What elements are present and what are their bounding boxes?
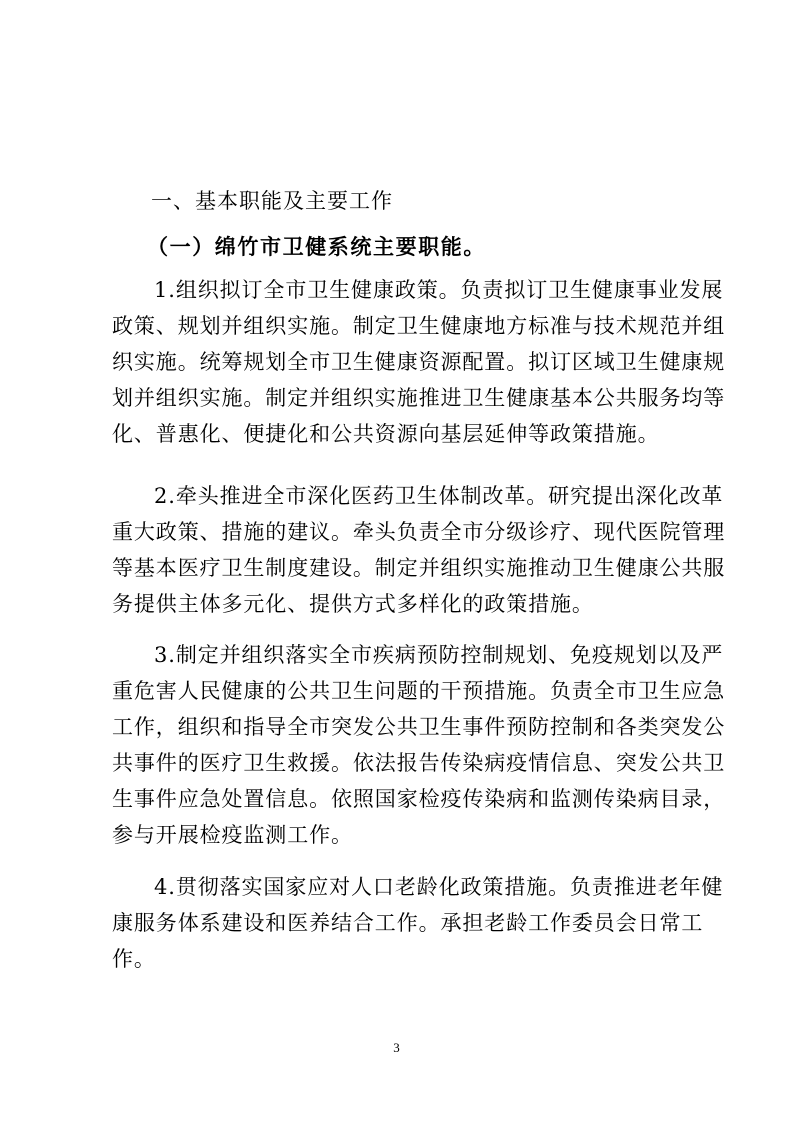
paragraph-line: 重大政策、措施的建议。牵头负责全市分级诊疗、现代医院管理 [112,520,726,544]
paragraph-line: 3.制定并组织落实全市疾病预防控制规划、免疫规划以及严 [154,643,724,667]
paragraph-line: 4.贯彻落实国家应对人口老龄化政策措施。负责推进老年健 [154,875,724,899]
paragraph-line: 康服务体系建设和医养结合工作。承担老龄工作委员会日常工 [112,911,704,935]
paragraph-4 [112,869,724,977]
paragraph-line: 重危害人民健康的公共卫生问题的干预措施。负责全市卫生应急 [112,679,726,703]
paragraph-line: 织实施。统筹规划全市卫生健康资源配置。拟订区域卫生健康规 [112,350,726,374]
paragraph-1 [112,272,726,452]
paragraph-line: 化、普惠化、便捷化和公共资源向基层延伸等政策措施。 [112,422,660,446]
page-number: 3 [393,1040,400,1055]
paragraph-line: 2.牵头推进全市深化医药卫生体制改革。研究提出深化改革 [154,484,724,508]
paragraph-3 [112,637,726,853]
paragraph-line: 作。 [112,947,156,971]
subsection-heading: （一）绵竹市卫健系统主要职能。 [147,235,486,259]
paragraph-line: 生事件应急处置信息。依照国家检疫传染病和监测传染病目录， [112,787,726,811]
paragraph-line: 共事件的医疗卫生救援。依法报告传染病疫情信息、突发公共卫 [112,751,726,775]
paragraph-line: 等基本医疗卫生制度建设。制定并组织实施推动卫生健康公共服 [112,556,726,580]
paragraph-line: 工作，组织和指导全市突发公共卫生事件预防控制和各类突发公 [112,715,726,739]
paragraph-line: 政策、规划并组织实施。制定卫生健康地方标准与技术规范并组 [112,314,726,338]
paragraph-line: 1.组织拟订全市卫生健康政策。负责拟订卫生健康事业发展 [154,278,724,302]
section-heading: 一、基本职能及主要工作 [151,189,393,213]
paragraph-line: 参与开展检疫监测工作。 [112,823,353,847]
paragraph-line: 划并组织实施。制定并组织实施推进卫生健康基本公共服务均等 [112,386,726,410]
paragraph-line: 务提供主体多元化、提供方式多样化的政策措施。 [112,592,594,616]
paragraph-2 [112,478,726,622]
